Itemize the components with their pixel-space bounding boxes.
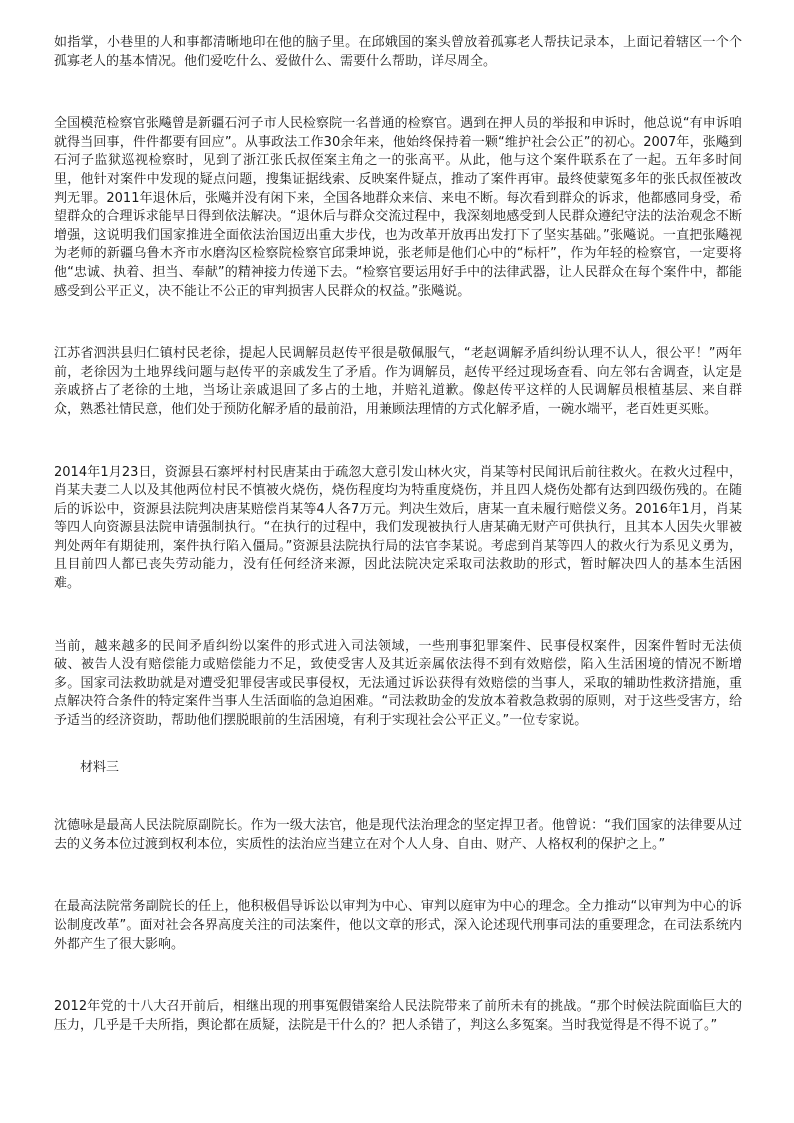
spacer [54,954,742,998]
spacer [54,777,742,817]
spacer [54,420,742,464]
paragraph-1: 如指掌，小巷里的人和事都清晰地印在他的脑子里。在邱娥国的案头曾放着孤寡老人帮扶记录本，上面记着辖区一个个孤寡老人的基本情况。他们爱吃什么、爱做什么、需要什么帮助，详尽周全。 [54,35,742,69]
paragraph-2: 全国模范检察官张飚曾是新疆石河子市人民检察院一名普通的检察官。遇到在押人员的举报和申诉时，他总说“有申诉咱就得当回事，件件都要有回应”。从事政法工作30余年来，他始终保持着一颗“维护社会公正”的初心。2007年，张飚到石河子监狱巡视检察时，见到了浙江张氏叔侄案主角之一的张高平。从此，他与这个案件联系在了一起。五年多时间里，他针对案件中发现的疑点问题，搜集证据线索、反映案件疑点，推动了案件再审。最终使蒙冤多年的张氏叔侄被改判无罪。2011年退休后，张飚并没有闲下来，全国各地群众来信、来电不断。每次看到群众的诉求，他都感同身受，希望群众的合理诉求能早日得到依法解决。“退休后与群众交流过程中，我深刻地感受到人民群众遵纪守法的法治观念不断增强，这说明我们国家推进全面依法治国迈出重大步伐，也为改革开放再出发打下了坚实基础。”张飚说。一直把张飚视为老师的新疆乌鲁木齐市水磨沟区检察院检察官邱秉坤说，张老师是他们心中的“标杆”，作为年轻的检察官，一定要将他“忠诚、执着、担当、奉献”的精神接力传递下去。“检察官要运用好手中的法律武器，让人民群众在每个案件中，都能感受到公平正义，决不能让不公正的审判损害人民群众的权益。”张飚说。 [54,116,742,299]
paragraph-6: 沈德咏是最高人民法院原副院长。作为一级大法官，他是现代法治理念的坚定捍卫者。他曾说：“我们国家的法律要从过去的义务本位过渡到权利本位，实质性的法治应当建立在对个人人身、自由、财产、人格权利的保护之上。” [54,818,742,852]
spacer [54,71,742,115]
document-page [54,34,742,1035]
paragraph-3: 江苏省泗洪县归仁镇村民老徐，提起人民调解员赵传平很是敬佩服气，“老赵调解矛盾纠纷认理不认人，很公平！”两年前，老徐因为土地界线问题与赵传平的亲戚发生了矛盾。作为调解员，赵传平经过现场查看、向左邻右舍调查，认定是亲戚挤占了老徐的土地，当场让亲戚退回了多占的土地，并赔礼道歉。像赵传平这样的人民调解员根植基层、来自群众，熟悉社情民意，他们处于预防化解矛盾的最前沿，用兼顾法理情的方式化解矛盾，一碗水端平，老百姓更买账。 [54,346,742,417]
paragraph-4: 2014年1月23日，资源县石寨坪村村民唐某由于疏忽大意引发山林火灾，肖某等村民闻讯后前往救火。在救火过程中，肖某夫妻二人以及其他两位村民不慎被火烧伤，烧伤程度均为特重度烧伤，并且四人烧伤处都有达到四级伤残的。在随后的诉讼中，资源县法院判决唐某赔偿肖某等4人各7万元。判决生效后，唐某一直未履行赔偿义务。2016年1月，肖某等四人向资源县法院申请强制执行。“在执行的过程中，我们发现被执行人唐某确无财产可供执行，且其本人因失火罪被判处两年有期徒刑，案件执行陷入僵局。”资源县法院执行局的法官李某说。考虑到肖某等四人的救火行为系见义勇为，且目前四人都已丧失劳动能力，没有任何经济来源，因此法院决定采取司法救助的形式，暂时解决四人的基本生活困难。 [54,464,742,592]
spacer [54,731,742,759]
spacer [54,594,742,638]
spacer [54,854,742,898]
spacer [54,301,742,345]
paragraph-8: 2012年党的十八大召开前后，相继出现的刑事冤假错案给人民法院带来了前所未有的挑战。“那个时候法院面临巨大的压力，几乎是千夫所指，舆论都在质疑，法院是干什么的？把人杀错了，判这么多冤案。当时我觉得是不得不说了。” [54,999,742,1033]
paragraph-5: 当前，越来越多的民间矛盾纠纷以案件的形式进入司法领域，一些刑事犯罪案件、民事侵权案件，因案件暂时无法侦破、被告人没有赔偿能力或赔偿能力不足，致使受害人及其近亲属依法得不到有效赔偿，陷入生活困境的情况不断增多。国家司法救助就是对遭受犯罪侵害或民事侵权，无法通过诉讼获得有效赔偿的当事人，采取的辅助性救济措施，重点解决符合条件的特定案件当事人生活面临的急迫困难。“司法救助金的发放本着救急救弱的原则，对于这些受害方，给予适当的经济资助，帮助他们摆脱眼前的生活困境，有利于实现社会公平正义。”一位专家说。 [54,638,742,729]
section-heading-material-3: 材料三 [80,759,120,775]
paragraph-7: 在最高法院常务副院长的任上，他积极倡导诉讼以审判为中心、审判以庭审为中心的理念。全力推动“以审判为中心的诉讼制度改革”。面对社会各界高度关注的司法案件，他以文章的形式，深入论述现代刑事司法的重要理念，在司法系统内外都产生了很大影响。 [54,899,742,952]
